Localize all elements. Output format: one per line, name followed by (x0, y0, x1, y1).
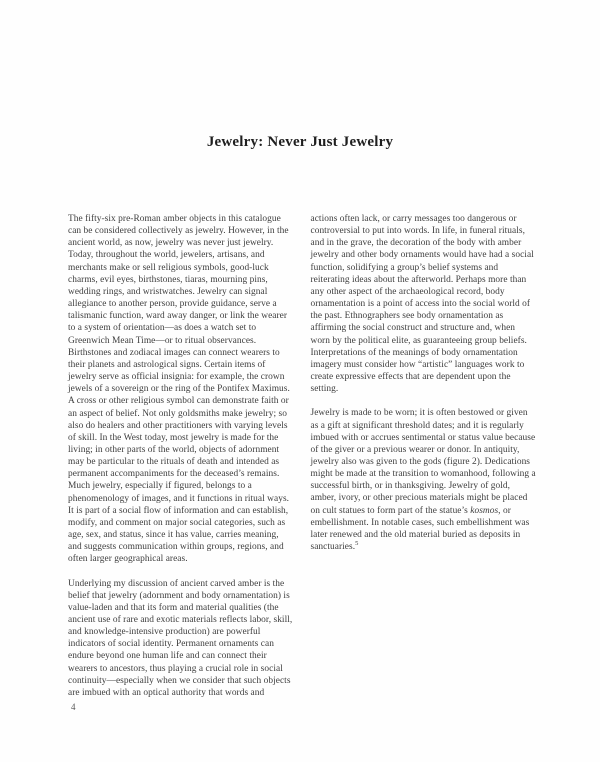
page-title: Jewelry: Never Just Jewelry (206, 134, 394, 150)
paragraph: The fifty-six pre-Roman amber objects in this catalogue can be considered collectively as jewelry. However, in the ancient world, as now, jewelry was never just jewelry. Today, throughout the world, jewelers, artisans, and merchants make or sell religious symbols, good-luck charms, evil eyes, birthstones, tiaras, mourning pins, wedding rings, and wristwatches. Jewelry can signal allegiance to another person, provide guidance, serve a talismanic function, ward away danger, or link the wearer to a system of orientation—as does a watch set to Greenwich Mean Time—or to ritual observances. Birthstones and zodiacal images can connect wearers to their planets and astrological signs. Certain items of jewelry serve as official insignia: for example, the crown jewels of a sovereign or the ring of the Pontifex Maximus. A cross or other religious symbol can demonstrate faith or an aspect of belief. Not only goldsmiths make jewelry; so also do healers and other practitioners with varying levels of skill. In the West today, most jewelry is made for the living; in other parts of the world, objects of adornment may be particular to the rituals of death and intended as permanent accompaniments for the deceased’s remains. Much jewelry, especially if figured, belongs to a phenomenology of images, and it functions in ritual ways. It is part of a social flow of information and can establish, modify, and comment on major social categories, such as age, sex, and status, since it has value, carries meaning, and suggests communication within groups, regions, and often larger geographical areas. (68, 214, 290, 565)
paragraph-text: Jewelry is made to be worn; it is often bestowed or given as a gift at significant threshold dates; and it is regularly imbued with or accrues sentimental or status value because of the giver or a previous wearer or donor. In antiquity, jewelry also was given to the gods (figure 2). Dedications might be made at the transition to womanhood, following a successful birth, or in thanksgiving. Jewelry of gold, amber, ivory, or other precious materials might be placed on cult statues to form part of the statue’s (310, 408, 536, 516)
footnote-reference: 5 (355, 539, 359, 547)
paragraph: Underlying my discussion of ancient carved amber is the belief that jewelry (adornment and body ornamentation) is value-laden and that its form and material qualities (the ancient use of rare and exotic materials reflects labor, skill, and knowledge-intensive production) are powerful indicators of social identity. Permanent ornaments can endure beyond one human life and can connect their wearers to ancestors, thus playing a crucial role in social continuity—especially when we consider that such objects are imbued with an optical authority that words and (68, 578, 293, 698)
paragraph (311, 407, 537, 553)
text-column-left (68, 213, 294, 699)
text-column-right (311, 213, 537, 699)
italic-term-kosmos: kosmos (470, 505, 499, 516)
paragraph: actions often lack, or carry messages too dangerous or controversial to put into words. In life, in funeral rituals, and in the grave, the decoration of the body with amber jewelry and other body ornaments would have had a social function, solidifying a group’s belief systems and reiterating ideas about the afterworld. Perhaps more than any other aspect of the archaeological record, body ornamentation is a point of access into the social world of the past. Ethnographers see body ornamentation as affirming the social construct and structure and, when worn by the political elite, as guaranteeing group beliefs. Interpretations of the meanings of body ornamentation imagery must consider how “artistic” languages work to create expressive effects that are dependent upon the setting. (310, 214, 534, 395)
paragraph-text: , or embellishment. In notable cases, such embellishment was later renewed and the old material buried as deposits in sanctuaries. (310, 505, 530, 553)
text-columns (68, 213, 536, 699)
page-number: 4 (71, 702, 76, 712)
